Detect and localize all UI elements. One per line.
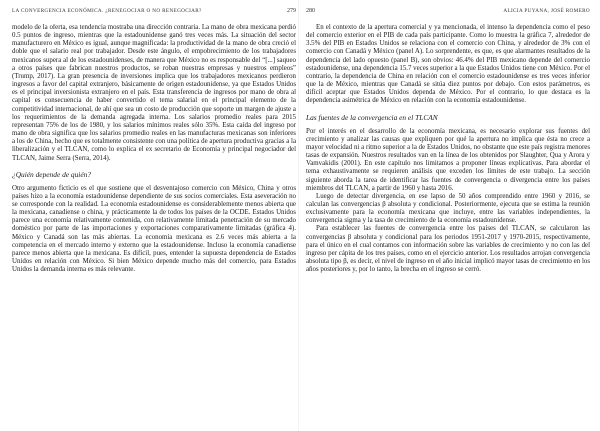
paragraph: Luego de detectar divergencia, en ese lapso de 50 años comprendido entre 1960 y 2016, se calculan las convergencias β absoluta y condicional. Posteriormente, ejecuta que se estima la reunión exclusivamente para la economía mexicana que incluye, entre las variables independientes, la convergencia sigma y la tasa de crecimiento de la economía estadounidense.	[306, 192, 590, 225]
body-text	[12, 24, 296, 425]
paragraph: Por el interés en el desarrollo de la economía mexicana, es necesario explorar sus fuentes del crecimiento y analizar las causas que expliquen por qué la apertura no implica que ésta no crece a mayor velocidad ni a ritmo superior a la de Estados Unidos, no obstante que este país registra menores tasas de expansión. Nuestros resultados van en la línea de los obtenidos por Slaughter, Qua y Arora y Vamvakidis (2001). En este capítulo nos limitamos a proponer líneas explicativas. Para abordar el tema exhaustivamente se requieren análisis que exceden los límites de este trabajo. La sección siguiente aborda la tarea de identificar las fuentes de convergencia o divergencia entre los países miembros del TLCAN, a partir de 1960 y hasta 2016.	[306, 127, 590, 192]
body-text	[306, 24, 590, 425]
paragraph: En el contexto de la apertura comercial y ya mencionada, el intenso la dependencia como el peso del comercio exterior en el PIB de cada país participante. Como lo muestra la gráfica 7, alrededor de 3.5% del PIB en Estados Unidos se relaciona con el comercio con China, y alrededor de 3% con el comercio con Canadá y México (panel A). Lo sorprendente, es que, es que alarmantes resultados de la dependencia del lado opuesto (panel B), son obvios: 46.4% del PIB mexicano depende del comercio estadounidense, una dependencia 15.7 veces superior a la que Estados Unidos tiene con México. Por el contrario, la dependencia de China en relación con el comercio estadounidense es tres veces inferior que la de México, mientras que Canadá se sitúa diez puntos por debajo. Con estos parámetros, es difícil aceptar que Estados Unidos dependa de México. Por el contrario, lo que destaca es la dependencia asimétrica de México en relación con la economía estadounidense.	[306, 24, 590, 105]
page-number: 280	[306, 8, 315, 14]
running-head	[306, 8, 590, 18]
page-number: 279	[287, 8, 296, 14]
section-heading: Las fuentes de la convergencia en el TLCAN	[306, 112, 438, 122]
running-head-authors: ALICIA PUYANA, JOSÉ ROMERO	[503, 8, 590, 14]
left-page	[12, 0, 296, 431]
paragraph: modelo de la oferta, esa tendencia mostraba una dirección contraria. La mano de obra mexicana perdió 0.5 puntos de ingreso, mientras que la estadounidense ganó tres veces más. La situación del sector manufacturero en México es igual, aunque magnificada: la productividad de la mano de obra creció el doble que el salario real por trabajador. Desde este ángulo, el empobrecimiento de los trabajadores mexicanos supera al de los estadounidenses, de manera que México no es responsable del “[...] saqueo a otros países que fabrican nuestros productos, se roban nuestras empresas y nuestros empleos” (Trump, 2017). La gran presencia de inversiones implica que los trabajadores mexicanos perdieron ingresos a favor del capital extranjero, básicamente de origen estadounidense, ya que Estados Unidos es el principal inversionista extranjero en el país. Esta transferencia de ingresos por mano de obra al capital es consecuencia de haber convertido el tema salarial en el principal elemento de la competitividad internacional, de ahí que sea un costo de producción que soporte un margen de ajuste a los requerimientos de la demanda agregada interna. Los salarios promedio reales para 2015 representan 75% de los de 1980, y los salarios mínimos reales sólo 35%. Esta caída del ingreso por mano de obra significa que los salarios promedio reales en las manufacturas mexicanas son inferiores a los de China, hecho que es totalmente consistente con una política de apertura productiva gracias a la liberalización y el TLCAN, como lo explica el ex secretario de Economía y principal negociador del TLCAN, Jaime Serra (Serra, 2014).	[12, 24, 296, 162]
right-page	[306, 0, 590, 431]
paragraph: Otro argumento ficticio es el que sostiene que el desventajoso comercio con México, China y otros países hizo a la economía estadounidense dependiente de sus socios comerciales. Esta aseveración no se corresponde con la realidad. La economía estadounidense es considerablemente menos abierta que la mexicana, canadiense o china, y prácticamente la de todos los países de la OCDE. Estados Unidos parece una economía relativamente contenida, con relativamente limitada penetración de su mercado doméstico por parte de las importaciones y exportaciones comparativamente limitadas (gráfica 4). México y Canadá son las más abiertas. La economía mexicana es 2.6 veces más abierta a la competencia en el mercado interno y externo que la estadounidense. Incluso la economía canadiense parece menos abierta que la mexicana. Es difícil, pues, entender la supuesta dependencia de Estados Unidos en relación con México. Si bien México depende mucho más del comercio, para Estados Unidos la demanda interna es más relevante.	[12, 184, 296, 274]
running-head	[12, 8, 296, 18]
running-head-title: LA CONVERGENCIA ECONÓMICA. ¿RENEGOCIAR O NO RENEGOCIAR?	[12, 8, 202, 14]
section-heading: ¿Quién depende de quién?	[12, 169, 92, 179]
paragraph: Para establecer las fuentes de convergencia entre los países del TLCAN, se calcularon las convergencias β absoluta y condicional para los periodos 1951-2017 y 1970-2015, respectivamente, para el único en el cual contamos con información sobre las variables de crecimiento y no con las del ingreso per cápita de los tres países, como en el ejercicio anterior. Los resultados arrojan convergencia absoluta tipo β, es decir, el nivel de ingreso en el año inicial implicó mayor tasas de crecimiento en los años posteriores y, por lo tanto, la brecha en el ingreso se cerró.	[306, 225, 590, 274]
gutter-divider	[298, 0, 299, 431]
